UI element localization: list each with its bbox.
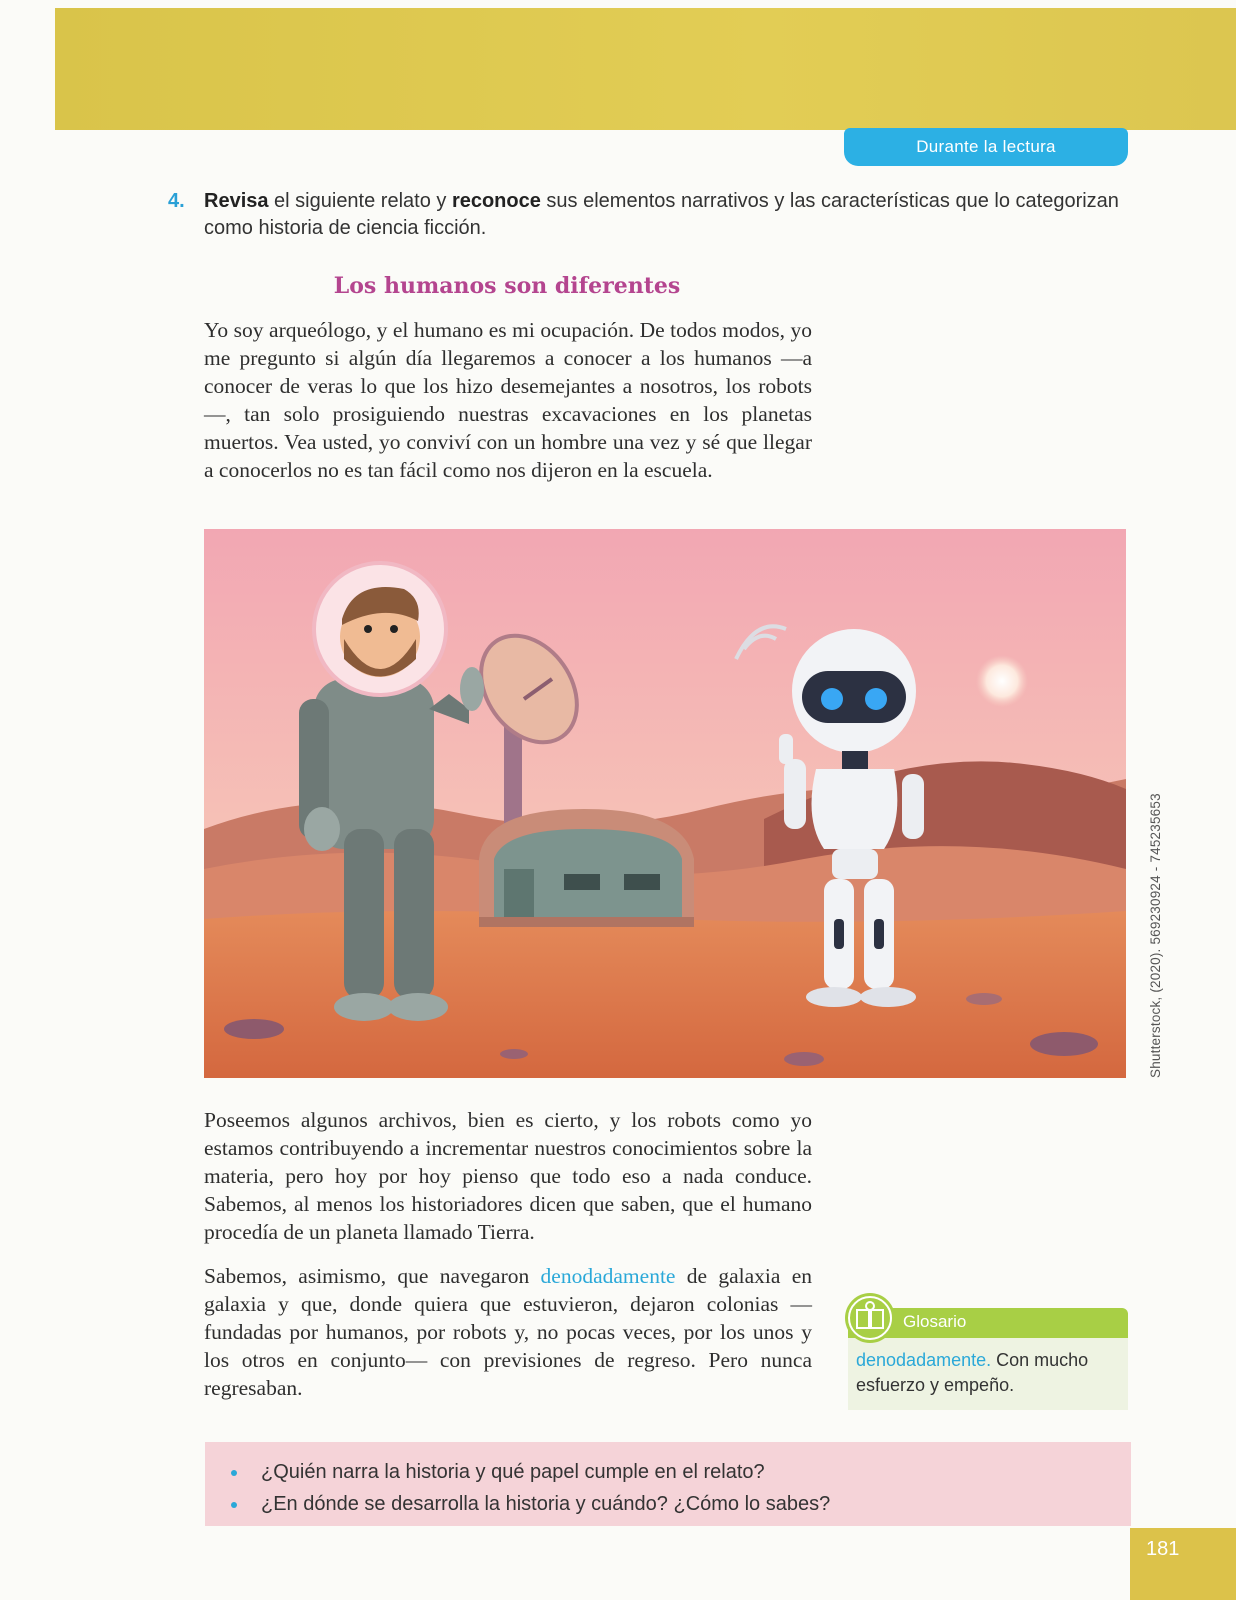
question-item: ¿Quién narra la historia y qué papel cumple en el relato? [225,1456,830,1488]
activity-number: 4. [168,190,185,212]
activity-verb-revisa: Revisa [204,190,269,212]
book-icon [844,1292,896,1344]
question-item: ¿En dónde se desarrolla la historia y cuándo? ¿Cómo lo sabes? [225,1488,830,1520]
section-tab [844,128,1128,166]
story-paragraph-3 [204,1262,812,1402]
illustration-astronaut-robot-mars [204,529,1126,1078]
activity-text-part1: el siguiente relato y [268,190,452,212]
questions-box [205,1442,1131,1526]
questions-list [225,1456,830,1520]
glossary-box [848,1308,1128,1408]
story-title: Los humanos son diferentes [333,273,681,299]
paragraph3-end: de galaxia en galaxia y que, donde quiera que estuvieron, dejaron colonias —fundadas por humanos, por robots y, no pocas veces, por los unos y los otros en conjunto— con previsiones de regreso. Pero nunca regresaban. [204,1264,812,1400]
paragraph3-start: Sabemos, asimismo, que navegaron [204,1264,541,1288]
activity-text-part2: sus elementos narrativos y las características que lo categorizan como historia de ciencia ficción. [204,190,1119,239]
glossary-title: Glosario [903,1312,967,1331]
activity-text [204,188,1138,242]
page-number: 181 [1146,1538,1180,1560]
glossary-term: denodadamente. [856,1350,992,1370]
story-paragraph-2: Poseemos algunos archivos, bien es cierto, y los robots como yo estamos contribuyendo a incrementar nuestros conocimientos sobre la materia, pero hoy por hoy pienso que todo eso a nada conduce. Sabemos, al menos los historiadores dicen que saben, que el humano procedía de un planeta llamado Tierra. [204,1108,812,1244]
activity-instruction [168,188,1138,242]
section-tab-label: Durante la lectura [916,137,1056,156]
story-paragraph-1: Yo soy arqueólogo, y el humano es mi ocupación. De todos modos, yo me pregunto si algún día llegaremos a conocer a los humanos —a conocer de veras lo que los hizo desemejantes a nosotros, los robots—, tan solo prosiguiendo nuestras excavaciones en los planetas muertos. Vea usted, yo conviví con un hombre una vez y sé que llegar a conocerlos no es tan fácil como nos dijeron en la escuela. [204,318,812,482]
mars-scene-image [204,529,1126,1078]
glossary-entry [856,1348,1118,1398]
glossary-definition: Con mucho esfuerzo y empeño. [856,1350,1089,1395]
glossary-term-link: denodadamente [540,1264,676,1288]
activity-verb-reconoce: reconoce [451,190,541,212]
image-credit: Shutterstock, (2020). 569230924 - 745235653 [1148,793,1163,1078]
top-color-band [55,8,1236,130]
